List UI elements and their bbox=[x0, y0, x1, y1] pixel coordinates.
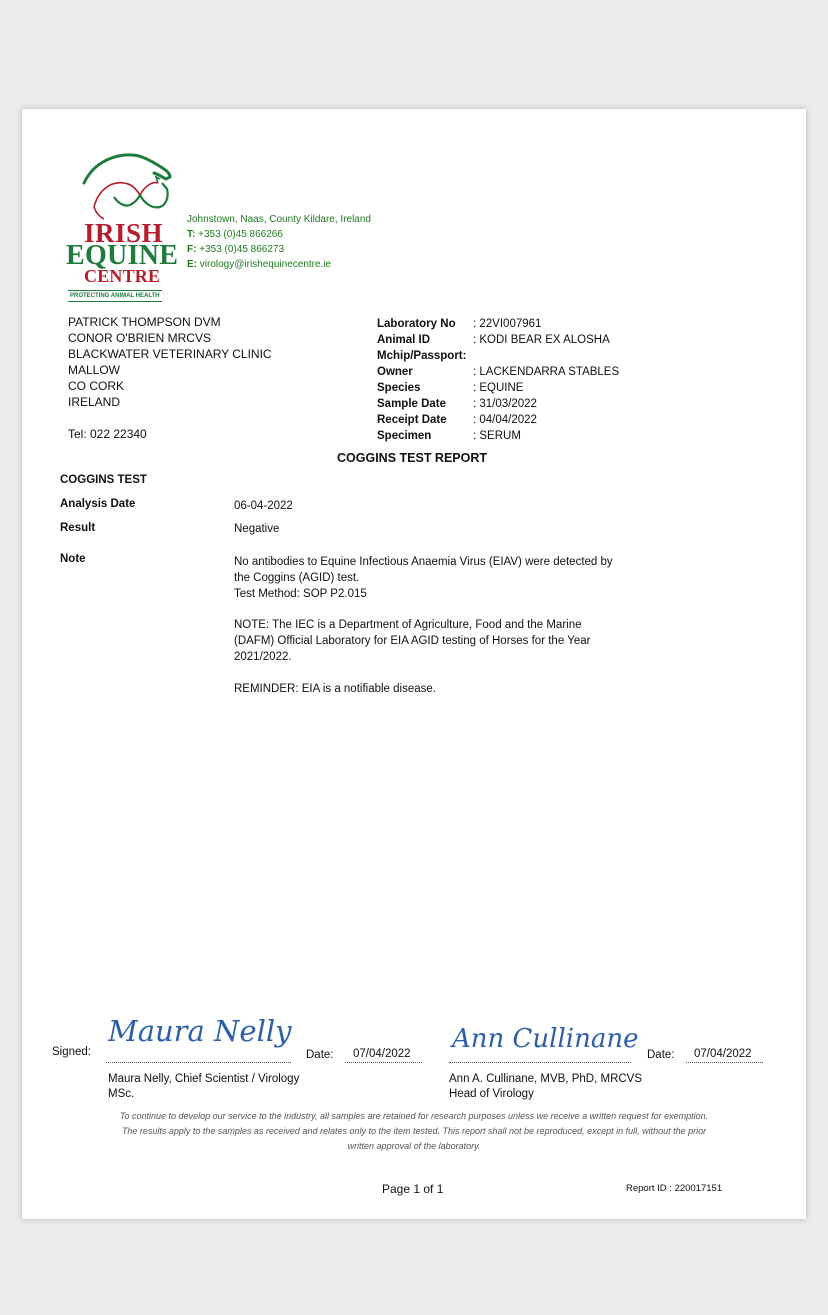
date-value-2: 07/04/2022 bbox=[694, 1048, 752, 1060]
horse-logo-icon bbox=[74, 147, 174, 222]
lab-info-row bbox=[377, 316, 619, 332]
date-label-2: Date: bbox=[647, 1049, 675, 1061]
disclaimer-line: The results apply to the samples as received and relates only to the item tested. This report shall not be reproduced, except in full, without the prior bbox=[121, 1126, 707, 1136]
logo-word-equine: EQUINE bbox=[66, 240, 179, 271]
note-paragraph-result bbox=[234, 554, 644, 602]
lab-info-row bbox=[377, 396, 619, 412]
lab-info-label: Receipt Date bbox=[377, 414, 447, 426]
recipient-line: CONOR O'BRIEN MRCVS bbox=[68, 331, 211, 345]
section-heading: COGGINS TEST bbox=[60, 474, 147, 486]
lab-info-label: Sample Date bbox=[377, 398, 447, 410]
signatory-1-name: Maura Nelly, Chief Scientist / Virology bbox=[108, 1073, 300, 1085]
analysis-date-value: 06-04-2022 bbox=[234, 500, 293, 512]
contact-email bbox=[187, 257, 371, 272]
lab-info-row bbox=[377, 364, 619, 380]
signatory-2-title: Head of Virology bbox=[449, 1088, 534, 1100]
lab-info-value: : EQUINE bbox=[473, 382, 524, 394]
signature-maura-nelly: Maura Nelly bbox=[108, 1014, 292, 1048]
contact-phone bbox=[187, 227, 371, 242]
recipient-tel: Tel: 022 22340 bbox=[68, 427, 147, 441]
lab-info-table bbox=[377, 316, 619, 444]
contact-address: Johnstown, Naas, County Kildare, Ireland bbox=[187, 214, 371, 225]
recipient-line: PATRICK THOMPSON DVM bbox=[68, 315, 221, 329]
lab-info-row bbox=[377, 380, 619, 396]
note-label: Note bbox=[60, 553, 86, 565]
email-value: virology@irishequinecentre.ie bbox=[199, 259, 332, 270]
recipient-line: IRELAND bbox=[68, 395, 121, 409]
date-label-1: Date: bbox=[306, 1049, 334, 1061]
report-id: Report ID : 220017151 bbox=[626, 1183, 723, 1194]
disclaimer-line: To continue to develop our service to the industry, all samples are retained for research purposes unless we receive a written request for exemption. bbox=[119, 1111, 709, 1121]
lab-info-row bbox=[377, 348, 619, 364]
recipient-line: MALLOW bbox=[68, 363, 121, 377]
recipient-line: BLACKWATER VETERINARY CLINIC bbox=[68, 347, 272, 361]
lab-info-label: Laboratory No bbox=[377, 318, 456, 330]
note-line: Test Method: SOP P2.015 bbox=[234, 588, 367, 600]
lab-info-value: : SERUM bbox=[473, 430, 521, 442]
note-reminder: REMINDER: EIA is a notifiable disease. bbox=[234, 683, 436, 695]
note-paragraph-dafm bbox=[234, 617, 644, 665]
note-line: NOTE: The IEC is a Department of Agriculture, Food and the Marine bbox=[234, 619, 582, 631]
signatory-2-name: Ann A. Cullinane, MVB, PhD, MRCVS bbox=[449, 1073, 643, 1085]
disclaimer-line: written approval of the laboratory. bbox=[347, 1141, 481, 1151]
contact-block bbox=[187, 212, 371, 272]
note-line: No antibodies to Equine Infectious Anaemia Virus (EIAV) were detected by bbox=[234, 556, 613, 568]
lab-info-value: : 04/04/2022 bbox=[473, 414, 537, 426]
signature-line-1 bbox=[106, 1062, 291, 1063]
lab-info-row bbox=[377, 428, 619, 444]
fax-value: +353 (0)45 866273 bbox=[199, 244, 285, 255]
note-line: 2021/2022. bbox=[234, 651, 292, 663]
date-line-2 bbox=[686, 1062, 763, 1063]
contact-fax bbox=[187, 242, 371, 257]
signed-label: Signed: bbox=[52, 1046, 92, 1058]
result-value: Negative bbox=[234, 523, 280, 535]
lab-info-label: Specimen bbox=[377, 430, 432, 442]
fax-label: F: bbox=[187, 244, 197, 255]
recipient-line: CO CORK bbox=[68, 379, 125, 393]
email-label: E: bbox=[187, 259, 197, 270]
phone-label: T: bbox=[187, 229, 196, 240]
lab-info-value: : 31/03/2022 bbox=[473, 398, 537, 410]
lab-info-label: Mchip/Passport: bbox=[377, 350, 467, 362]
page-number: Page 1 of 1 bbox=[382, 1182, 444, 1196]
report-page bbox=[22, 109, 806, 1219]
lab-info-row bbox=[377, 332, 619, 348]
analysis-date-label: Analysis Date bbox=[60, 498, 136, 510]
recipient-address bbox=[68, 314, 272, 442]
note-line: the Coggins (AGID) test. bbox=[234, 572, 360, 584]
lab-info-value: : KODI BEAR EX ALOSHA bbox=[473, 334, 610, 346]
logo-word-irish: IRISH bbox=[84, 218, 164, 248]
lab-info-label: Animal ID bbox=[377, 334, 431, 346]
phone-value: +353 (0)45 866266 bbox=[198, 229, 283, 240]
logo-tagline: PROTECTING ANIMAL HEALTH bbox=[68, 290, 162, 302]
note-line: (DAFM) Official Laboratory for EIA AGID testing of Horses for the Year bbox=[234, 635, 591, 647]
lab-info-label: Owner bbox=[377, 366, 413, 378]
signature-line-2 bbox=[449, 1062, 631, 1063]
date-line-1 bbox=[345, 1062, 422, 1063]
lab-info-row bbox=[377, 412, 619, 428]
lab-info-value: : LACKENDARRA STABLES bbox=[473, 366, 620, 378]
result-label: Result bbox=[60, 522, 96, 534]
date-value-1: 07/04/2022 bbox=[353, 1048, 411, 1060]
logo-word-centre: CENTRE bbox=[84, 266, 161, 286]
report-title: COGGINS TEST REPORT bbox=[337, 451, 488, 465]
lab-info-value: : 22VI007961 bbox=[473, 318, 542, 330]
signatory-1-title: MSc. bbox=[108, 1088, 135, 1100]
lab-info-label: Species bbox=[377, 382, 421, 394]
signature-ann-cullinane: Ann Cullinane bbox=[452, 1024, 639, 1054]
disclaimer bbox=[100, 1109, 728, 1154]
